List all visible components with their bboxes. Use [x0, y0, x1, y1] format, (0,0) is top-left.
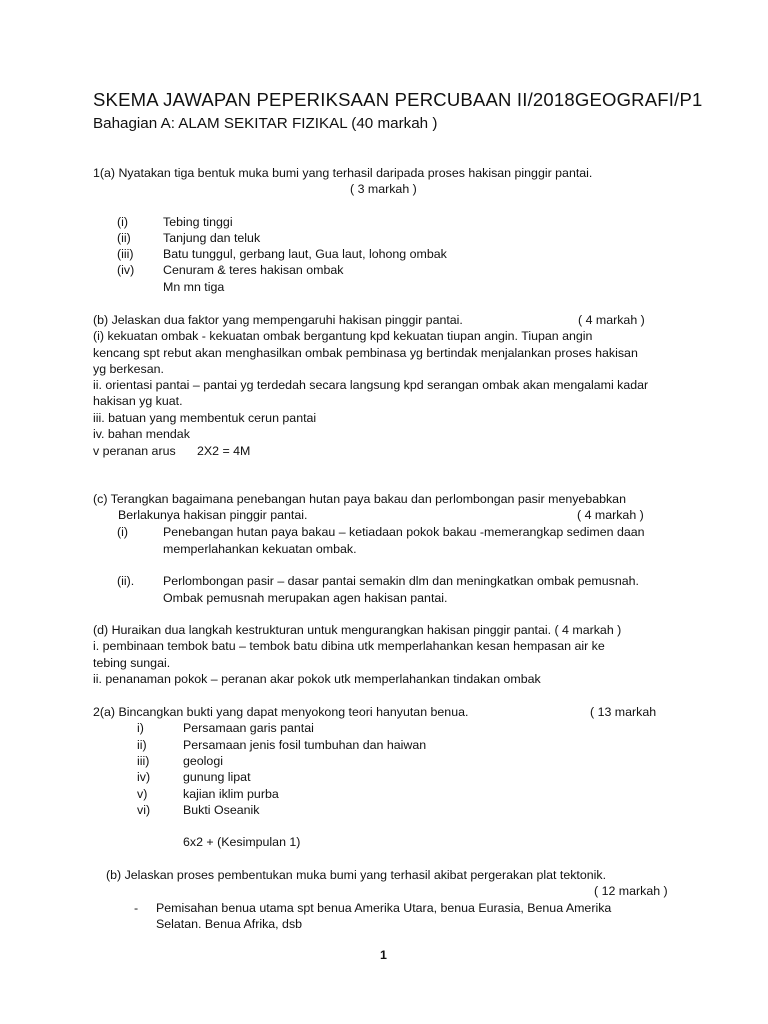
- list-item: Persamaan garis pantai: [183, 721, 314, 735]
- answer-line: v peranan arus: [93, 444, 176, 458]
- question-1c: (c) Terangkan bagaimana penebangan hutan paya bakau dan perlombongan pasir menyebabkan: [93, 492, 626, 506]
- page-title: SKEMA JAWAPAN PEPERIKSAAN PERCUBAAN II/2018GEOGRAFI/P1: [93, 89, 703, 110]
- marks-formula: 6x2 + (Kesimpulan 1): [183, 835, 301, 849]
- list-item: gunung lipat: [183, 770, 251, 784]
- list-item: Tanjung dan teluk: [163, 231, 261, 245]
- list-item: Bukti Oseanik: [183, 803, 260, 817]
- question-1a: 1(a) Nyatakan tiga bentuk muka bumi yang terhasil daripada proses hakisan pinggir pantai.: [93, 166, 593, 180]
- list-item: geologi: [183, 754, 223, 768]
- list-item: Cenuram & teres hakisan ombak: [163, 263, 344, 277]
- question-1c-continued: Berlakunya hakisan pinggir pantai.: [118, 508, 308, 522]
- list-item: Penebangan hutan paya bakau – ketiadaan pokok bakau -memerangkap sedimen daan: [163, 525, 645, 539]
- answer-note: Mn mn tiga: [163, 280, 225, 294]
- list-item-number: vi): [137, 803, 151, 817]
- list-item: Batu tunggul, gerbang laut, Gua laut, lohong ombak: [163, 247, 447, 261]
- list-item: Pemisahan benua utama spt benua Amerika Utara, benua Eurasia, Benua Amerika: [156, 901, 612, 915]
- answer-line: i. pembinaan tembok batu – tembok batu dibina utk memperlahankan kesan hempasan air ke: [93, 639, 605, 653]
- question-2b-marks: ( 12 markah ): [594, 884, 668, 898]
- answer-line: tebing sungai.: [93, 656, 171, 670]
- answer-line: (i) kekuatan ombak - kekuatan ombak bergantung kpd kekuatan tiupan angin. Tiupan angin: [93, 329, 593, 343]
- answer-line: ii. orientasi pantai – pantai yg terdedah secara langsung kpd serangan ombak akan mengalami kadar: [93, 378, 649, 392]
- list-item-number: (i): [117, 215, 129, 229]
- list-item-number: (iii): [117, 247, 134, 261]
- bullet-marker: -: [134, 901, 139, 915]
- list-item: Ombak pemusnah merupakan agen hakisan pantai.: [163, 591, 448, 605]
- list-item-number: iv): [137, 770, 151, 784]
- list-item: kajian iklim purba: [183, 787, 279, 801]
- list-item: memperlahankan kekuatan ombak.: [163, 542, 357, 556]
- question-1a-marks: ( 3 markah ): [350, 182, 417, 196]
- question-2a-marks: ( 13 markah: [590, 705, 657, 719]
- answer-line: ii. penanaman pokok – peranan akar pokok utk memperlahankan tindakan ombak: [93, 672, 541, 686]
- answer-line: kencang spt rebut akan menghasilkan ombak pembinasa yg bertindak menjalankan proses hakisan: [93, 346, 638, 360]
- question-1b: (b) Jelaskan dua faktor yang mempengaruhi hakisan pinggir pantai.: [93, 313, 463, 327]
- list-item-number: (iv): [117, 263, 135, 277]
- list-item-number: ii): [137, 738, 147, 752]
- list-item: Selatan. Benua Afrika, dsb: [156, 917, 303, 931]
- list-item-number: (ii): [117, 231, 131, 245]
- page-number: 1: [380, 948, 387, 962]
- list-item: Perlombongan pasir – dasar pantai semakin dlm dan meningkatkan ombak pemusnah.: [163, 574, 639, 588]
- question-2b: (b) Jelaskan proses pembentukan muka bumi yang terhasil akibat pergerakan plat tektonik.: [106, 868, 607, 882]
- list-item-number: i): [137, 721, 144, 735]
- list-item-number: iii): [137, 754, 150, 768]
- answer-line: hakisan yg kuat.: [93, 394, 183, 408]
- section-heading: Bahagian A: ALAM SEKITAR FIZIKAL (40 markah ): [93, 115, 438, 132]
- list-item-number: (i): [117, 525, 129, 539]
- question-1d: (d) Huraikan dua langkah kestrukturan untuk mengurangkan hakisan pinggir pantai. ( 4 markah ): [93, 623, 622, 637]
- question-1c-marks: ( 4 markah ): [577, 508, 644, 522]
- question-2a: 2(a) Bincangkan bukti yang dapat menyokong teori hanyutan benua.: [93, 705, 469, 719]
- question-1b-marks: ( 4 markah ): [578, 313, 645, 327]
- list-item: Persamaan jenis fosil tumbuhan dan haiwan: [183, 738, 427, 752]
- answer-line: iii. batuan yang membentuk cerun pantai: [93, 411, 317, 425]
- list-item-number: v): [137, 787, 148, 801]
- answer-line: yg berkesan.: [93, 362, 164, 376]
- list-item: Tebing tinggi: [163, 215, 233, 229]
- list-item-number: (ii).: [117, 574, 135, 588]
- marks-formula: 2X2 = 4M: [197, 444, 251, 458]
- answer-line: iv. bahan mendak: [93, 427, 190, 441]
